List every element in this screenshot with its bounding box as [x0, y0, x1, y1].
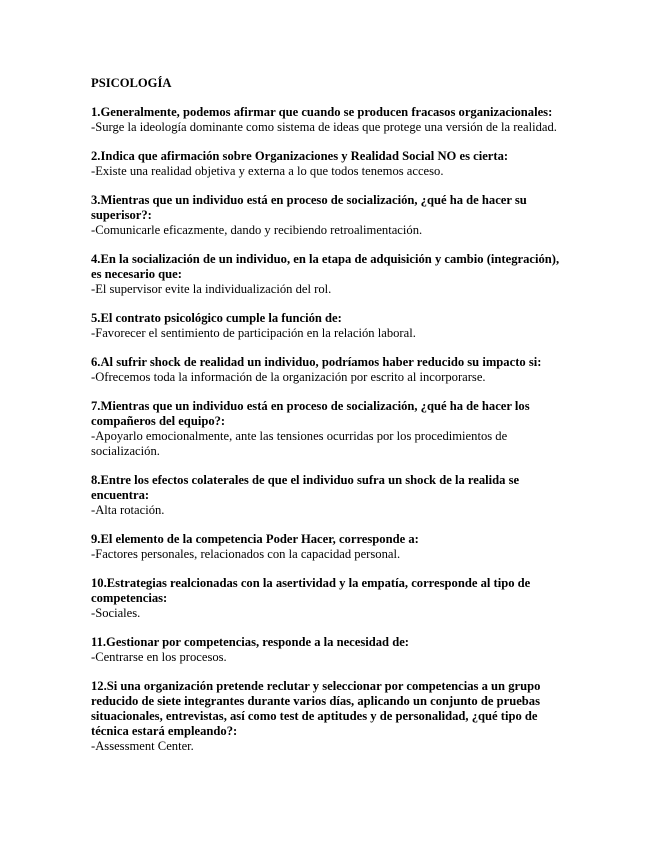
question-10: 10.Estrategias realcionadas con la asertividad y la empatía, corresponde al tipo de competencias:	[91, 576, 531, 605]
qa-item-10	[91, 576, 571, 621]
qa-item-4	[91, 252, 571, 297]
qa-item-6	[91, 355, 571, 385]
answer-9: -Factores personales, relacionados con la capacidad personal.	[91, 547, 401, 561]
question-7: 7.Mientras que un individuo está en proceso de socialización, ¿qué ha de hacer los compañeros del equipo?:	[91, 399, 530, 428]
answer-11: -Centrarse en los procesos.	[91, 650, 227, 664]
question-5: 5.El contrato psicológico cumple la función de:	[91, 311, 342, 325]
question-4: 4.En la socialización de un individuo, en la etapa de adquisición y cambio (integración), es necesario que:	[91, 252, 560, 281]
question-1: 1.Generalmente, podemos afirmar que cuando se producen fracasos organizacionales:	[91, 105, 553, 119]
qa-item-7	[91, 399, 571, 459]
answer-8: -Alta rotación.	[91, 503, 165, 517]
question-6: 6.Al sufrir shock de realidad un individuo, podríamos haber reducido su impacto si:	[91, 355, 542, 369]
qa-item-8	[91, 473, 571, 518]
qa-item-2	[91, 149, 571, 179]
qa-item-11	[91, 635, 571, 665]
question-3: 3.Mientras que un individuo está en proceso de socialización, ¿qué ha de hacer su superisor?:	[91, 193, 527, 222]
answer-1: -Surge la ideología dominante como sistema de ideas que protege una versión de la realidad.	[91, 120, 557, 134]
qa-item-12	[91, 679, 571, 754]
answer-5: -Favorecer el sentimiento de participación en la relación laboral.	[91, 326, 416, 340]
question-2: 2.Indica que afirmación sobre Organizaciones y Realidad Social NO es cierta:	[91, 149, 509, 163]
answer-10: -Sociales.	[91, 606, 141, 620]
answer-2: -Existe una realidad objetiva y externa a lo que todos tenemos acceso.	[91, 164, 444, 178]
document-page	[91, 76, 571, 768]
answer-6: -Ofrecemos toda la información de la organización por escrito al incorporarse.	[91, 370, 486, 384]
answer-12: -Assessment Center.	[91, 739, 194, 753]
question-8: 8.Entre los efectos colaterales de que el individuo sufra un shock de la realida se encuentra:	[91, 473, 520, 502]
question-9: 9.El elemento de la competencia Poder Hacer, corresponde a:	[91, 532, 419, 546]
answer-7: -Apoyarlo emocionalmente, ante las tensiones ocurridas por los procedimientos de socialización.	[91, 429, 508, 458]
document-title: PSICOLOGÍA	[91, 76, 172, 90]
answer-3: -Comunicarle eficazmente, dando y recibiendo retroalimentación.	[91, 223, 423, 237]
qa-item-9	[91, 532, 571, 562]
answer-4: -El supervisor evite la individualización del rol.	[91, 282, 332, 296]
question-11: 11.Gestionar por competencias, responde a la necesidad de:	[91, 635, 409, 649]
question-12: 12.Si una organización pretende reclutar y seleccionar por competencias a un grupo reducido de siete integrantes durante varios días, aplicando un conjunto de pruebas situacionales, entrevistas, así como test de aptitudes y de personalidad, ¿qué tipo de técnica estará empleando?:	[91, 679, 541, 738]
qa-item-3	[91, 193, 571, 238]
qa-item-1	[91, 105, 571, 135]
qa-item-5	[91, 311, 571, 341]
